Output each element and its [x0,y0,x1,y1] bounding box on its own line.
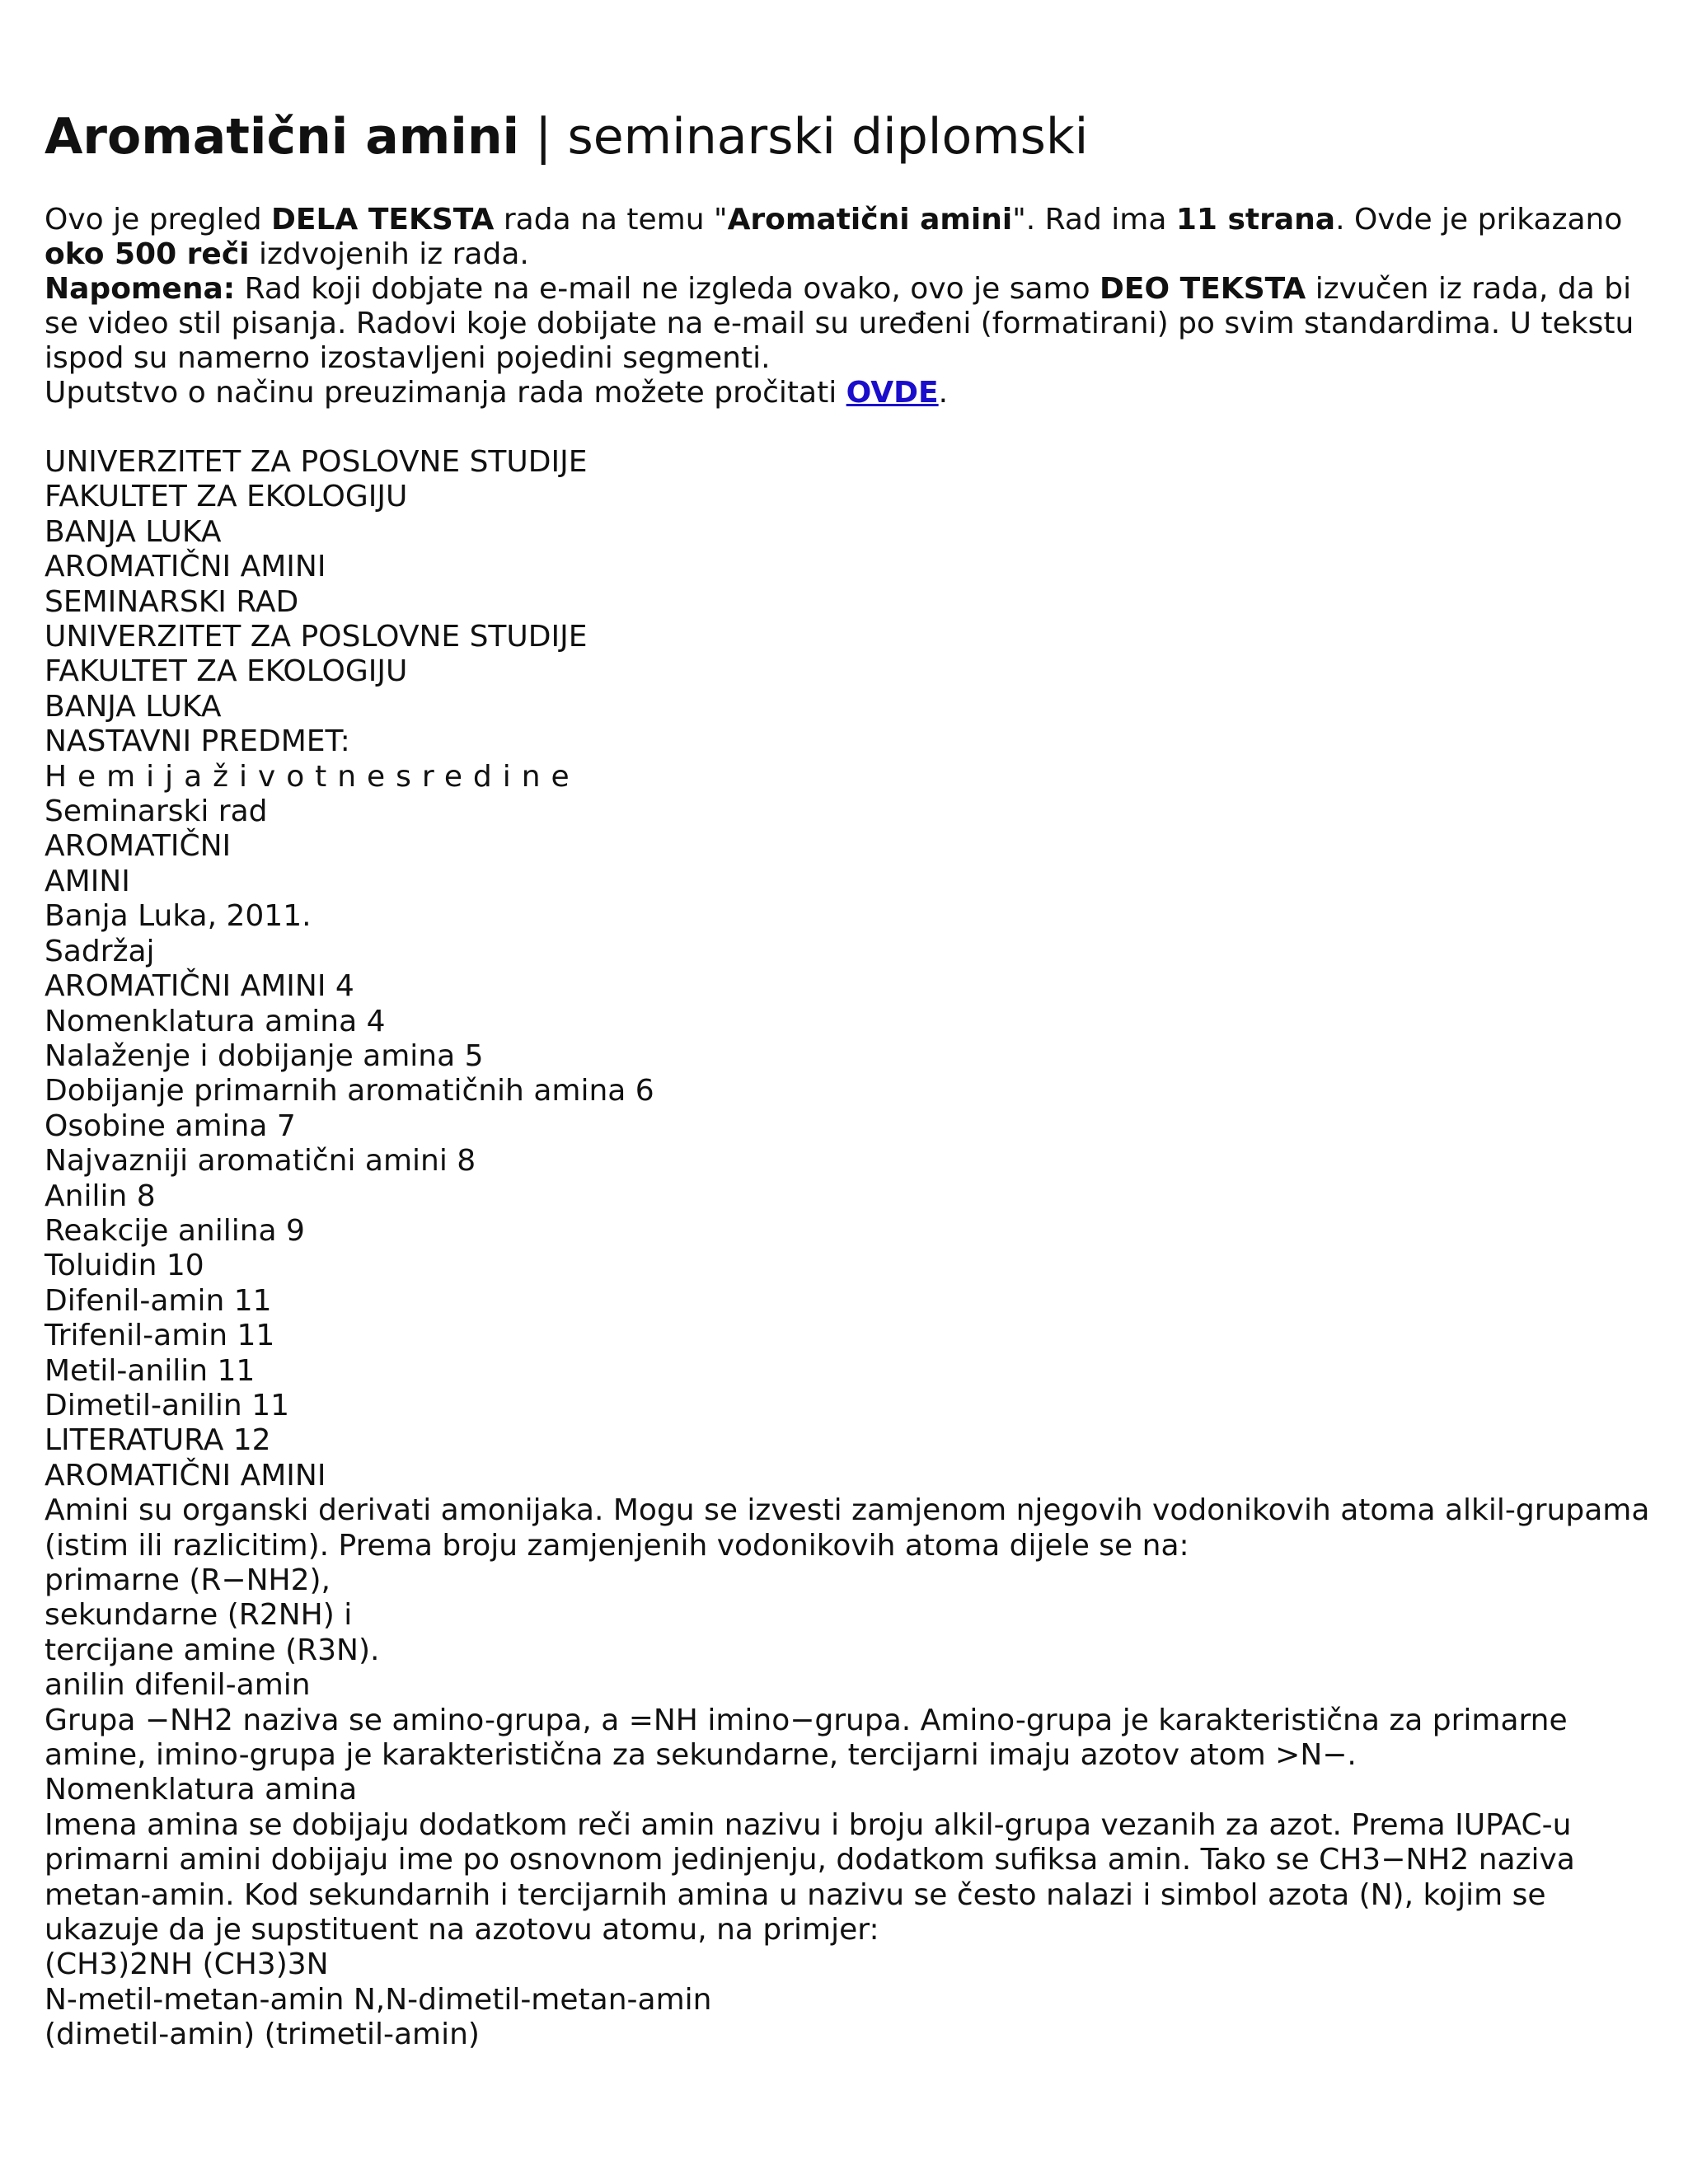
body-line: Banja Luka, 2011. [45,899,312,934]
toc-item: Nalaženje i dobijanje amina 5 [45,1038,484,1073]
document-body [45,445,1652,2053]
intro-text: izdvojenih iz rada. [249,237,529,271]
intro-bold: 11 strana [1175,203,1336,237]
body-line: primarne (R−NH2), [45,1563,331,1597]
body-line: (dimetil-amin) (trimetil-amin) [45,2018,480,2052]
body-line: Seminarski rad [45,794,268,829]
body-line: AMINI [45,864,130,898]
body-line: sekundarne (R2NH) i [45,1598,353,1633]
page-title-rest: | seminarski diplomski [519,108,1089,166]
guide-text: Uputstvo o načinu preuzimanja rada možete pročitati [45,376,846,410]
intro-text: . Ovde je prikazano [1335,203,1623,237]
toc-item: Trifenil-amin 11 [45,1319,275,1353]
toc-item: Reakcije anilina 9 [45,1213,305,1248]
toc-item: Toluidin 10 [45,1249,204,1283]
body-line: UNIVERZITET ZA POSLOVNE STUDIJE [45,620,588,654]
toc-item: LITERATURA 12 [45,1423,271,1458]
section-heading: Nomenklatura amina [45,1773,358,1807]
toc-item: Difenil-amin 11 [45,1283,272,1318]
intro-text: rada na temu " [494,203,728,237]
toc-item: AROMATIČNI AMINI 4 [45,969,354,1004]
intro-bold: oko 500 reči [45,237,250,271]
body-paragraph: Imena amina se dobijaju dodatkom reči amin nazivu i broju alkil-grupa vezanih za azot. Prema IUPAC-u primarni amini dobijaju ime po osnovnom jedinjenju, dodatkom sufiksa amin. Tako se CH3−NH2 naziva metan-amin. Kod sekundarnih i tercijarnih amina u nazivu se često nalazi i simbol azota (N), kojim se ukazuje da je supstituent na azotovu atomu, na primjer: [45,1807,1575,1947]
note-paragraph [45,272,1652,376]
intro-bold: DELA TEKSTA [271,203,495,237]
body-line-subject: Hemijaživotnesredine [45,759,580,794]
guide-paragraph [45,376,1652,410]
intro-bold: Aromatični amini [727,203,1013,237]
body-line: SEMINARSKI RAD [45,584,299,619]
body-line: (CH3)2NH (CH3)3N [45,1947,329,1982]
toc-item: Nomenklatura amina 4 [45,1004,386,1038]
note-text: izvučen iz rada, da bi se video stil pisanja. Radovi koje dobijate na e-mail su uređeni (formatirani) po svim standardima. U tekstu ispod su namerno izostavljeni pojedini segmenti. [45,272,1634,375]
page-title-bold: Aromatični amini [45,108,520,166]
body-line: tercijane amine (R3N). [45,1633,380,1667]
toc-item: Najvazniji aromatični amini 8 [45,1144,476,1179]
body-line: anilin difenil-amin [45,1668,311,1703]
note-text: Rad koji dobjate na e-mail ne izgleda ovako, ovo je samo [235,272,1100,306]
page-title [45,105,1088,168]
body-line: N-metil-metan-amin N,N-dimetil-metan-amin [45,1982,712,2017]
body-line: FAKULTET ZA EKOLOGIJU [45,654,408,689]
body-line: BANJA LUKA [45,689,222,724]
intro-text: Ovo je pregled [45,203,272,237]
body-line: AROMATIČNI [45,829,232,864]
guide-link[interactable]: OVDE [846,376,939,410]
toc-item: Osobine amina 7 [45,1108,296,1143]
note-bold: DEO TEKSTA [1100,272,1306,306]
body-line: AROMATIČNI AMINI [45,550,326,584]
toc-heading: Sadržaj [45,934,155,968]
toc-item: Dimetil-anilin 11 [45,1388,289,1422]
intro-text: ". Rad ima [1012,203,1176,237]
body-line: FAKULTET ZA EKOLOGIJU [45,480,408,514]
body-line: NASTAVNI PREDMET: [45,724,350,759]
body-paragraph: Amini su organski derivati amonijaka. Mogu se izvesti zamjenom njegovih vodonikovih atoma alkil-grupama (istim ili razlicitim). Prema broju zamjenjenih vodonikovih atoma dijele se na: [45,1493,1650,1563]
toc-item: Metil-anilin 11 [45,1353,256,1388]
toc-item: Anilin 8 [45,1179,156,1213]
guide-end: . [938,376,949,410]
intro-paragraph [45,203,1652,272]
body-paragraph: Grupa −NH2 naziva se amino-grupa, a =NH imino−grupa. Amino-grupa je karakteristična za primarne amine, imino-grupa je karakteristična za sekundarne, tercijarni imaju azotov atom >N−. [45,1703,1568,1773]
intro-section [45,203,1652,410]
body-line: UNIVERZITET ZA POSLOVNE STUDIJE [45,445,588,479]
toc-item: Dobijanje primarnih aromatičnih amina 6 [45,1074,654,1108]
body-line: BANJA LUKA [45,514,222,549]
note-label: Napomena: [45,272,236,306]
section-heading: AROMATIČNI AMINI [45,1458,326,1493]
